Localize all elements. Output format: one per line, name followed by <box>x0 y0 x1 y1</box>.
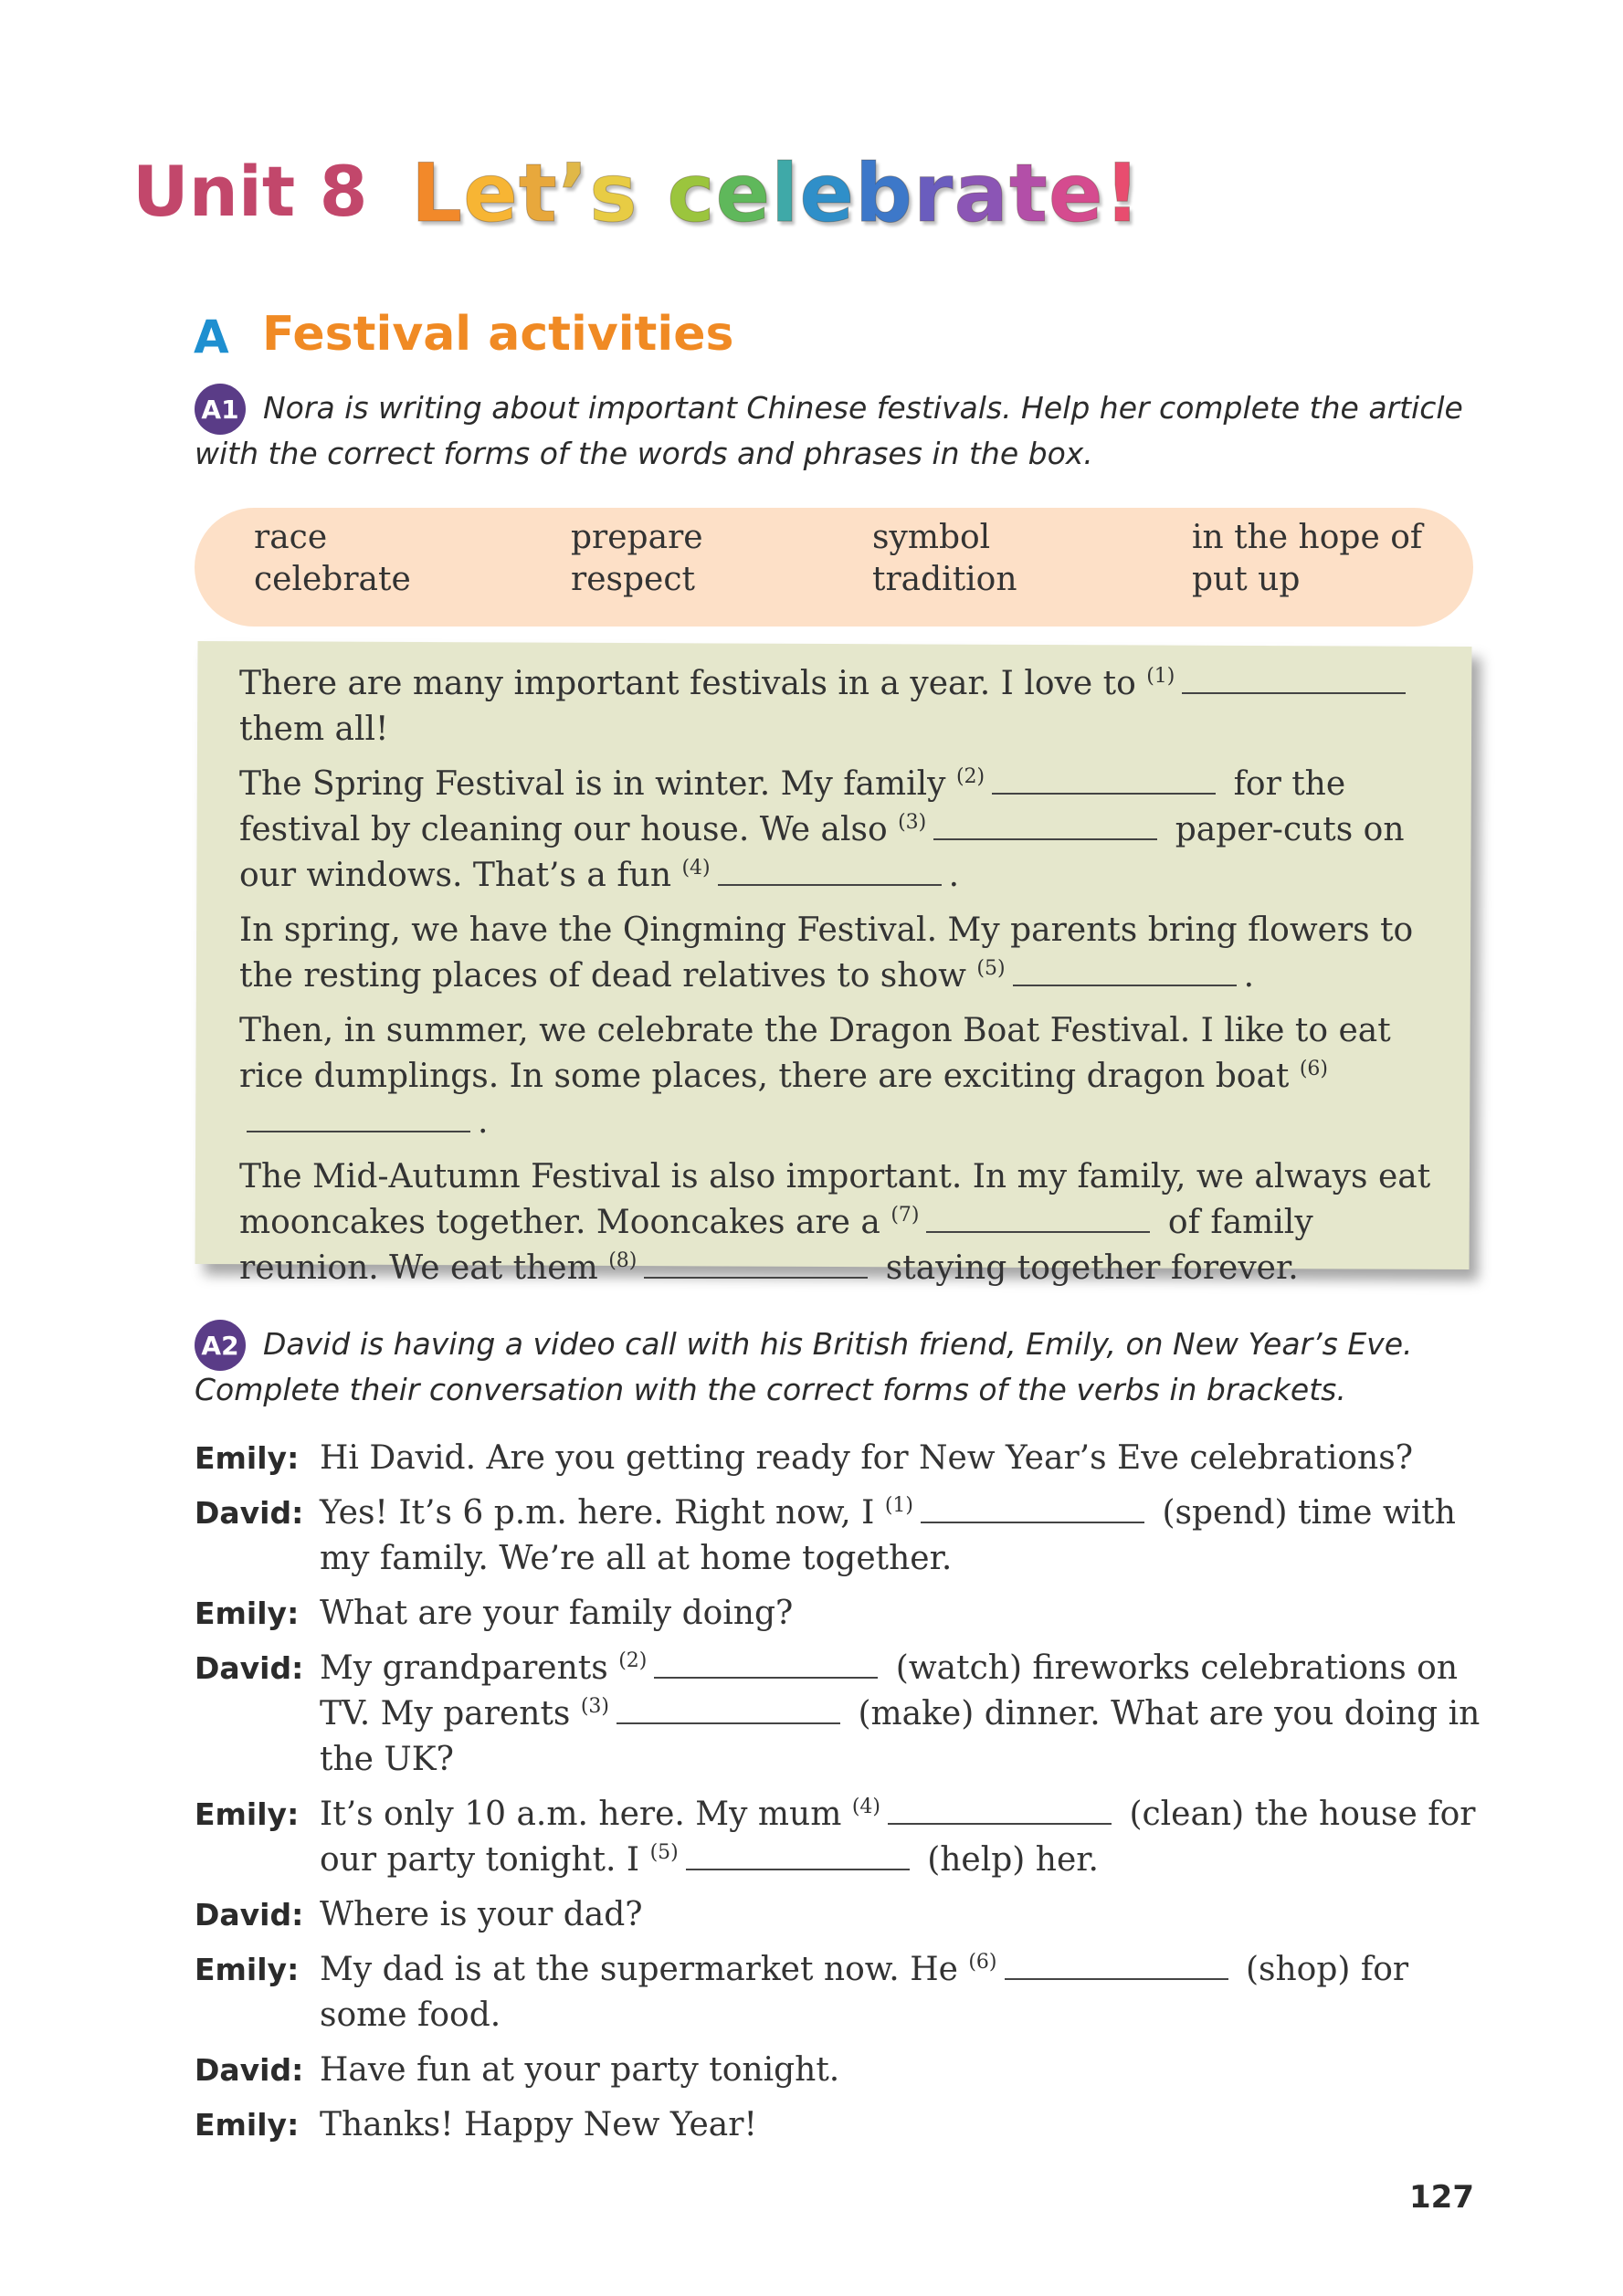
title-letter: r <box>913 146 954 240</box>
article-paragraph: There are many important festivals in a year. I love to $^{(1)}$ them all! <box>239 661 1454 753</box>
exercise-badge-a1: A1 <box>195 384 246 435</box>
title-letter: t <box>1008 146 1049 240</box>
page-number: 127 <box>1409 2179 1474 2216</box>
title-letter: e <box>1048 146 1104 240</box>
speaker-name: David: <box>195 1495 304 1531</box>
a1-instruction: Nora is writing about important Chinese festivals. Help her complete the article with the correct forms of the words and phrases in the box. <box>195 390 1463 471</box>
dialogue-line: Emily: Thanks! Happy New Year! <box>195 2102 1491 2148</box>
dialogue-line: David: My grandparents $^{(2)}$ (watch) fireworks celebrations on TV. My parents $^{(3)}$ (make) dinner. What are you doing in the UK? <box>195 1646 1491 1783</box>
answer-blank[interactable] <box>992 765 1216 795</box>
title-letter: ’ <box>557 146 590 240</box>
word-box-item: prepare <box>571 519 703 556</box>
word-box-item: tradition <box>872 561 1017 598</box>
speaker-name: David: <box>195 2052 304 2088</box>
title-letter: t <box>518 146 558 240</box>
word-box-item: put up <box>1192 561 1301 598</box>
a2-instruction: David is having a video call with his British friend, Emily, on New Year’s Eve. Complete their conversation with the correct forms of the verbs in brackets. <box>195 1326 1413 1407</box>
article-paragraph: Then, in summer, we celebrate the Dragon Boat Festival. I like to eat rice dumplings. In some places, there are exciting dragon boat $^{(6)}$. <box>239 1012 1391 1141</box>
answer-blank[interactable] <box>718 857 942 886</box>
speaker-name: Emily: <box>195 1796 300 1832</box>
answer-blank[interactable] <box>644 1249 868 1279</box>
speaker-name: David: <box>195 1897 304 1933</box>
speaker-name: Emily: <box>195 1952 300 1987</box>
answer-blank[interactable] <box>247 1103 470 1132</box>
section-letter: A <box>194 311 229 363</box>
speaker-name: David: <box>195 1650 304 1686</box>
title-letter: L <box>411 146 464 240</box>
title-letter: ! <box>1103 146 1142 240</box>
answer-blank[interactable] <box>1013 957 1237 986</box>
article-paragraph: In spring, we have the Qingming Festival. My parents bring flowers to the resting places of dead relatives to show $^{(5)}$ . <box>239 911 1414 995</box>
title-letter: a <box>954 146 1009 240</box>
exercise-badge-a2: A2 <box>195 1320 246 1371</box>
title-letter: s <box>589 146 638 240</box>
dialogue-line: David: Have fun at your party tonight. <box>195 2048 1491 2093</box>
article-paragraph: The Mid-Autumn Festival is also important. In my family, we always eat mooncakes together. Mooncakes are a $^{(7)}$ of family reunion. We eat them $^{(8)}$ staying together forever. <box>239 1158 1431 1287</box>
word-box-item: race <box>254 519 328 556</box>
title-letter: e <box>799 146 856 240</box>
answer-blank[interactable] <box>617 1695 840 1724</box>
answer-blank[interactable] <box>888 1796 1112 1825</box>
answer-blank[interactable] <box>686 1841 910 1870</box>
dialogue <box>195 1436 1491 2157</box>
speaker-name: Emily: <box>195 2107 300 2143</box>
title-letter <box>638 146 668 240</box>
dialogue-line: Emily: Hi David. Are you getting ready for New Year’s Eve celebrations? <box>195 1436 1491 1481</box>
word-box-item: celebrate <box>254 561 411 598</box>
title-letter: b <box>855 146 914 240</box>
unit-label: Unit 8 <box>132 151 368 232</box>
answer-blank[interactable] <box>921 1494 1144 1523</box>
dialogue-line: David: Yes! It’s 6 p.m. here. Right now, I $^{(1)}$ (spend) time with my family. We’re all at home together. <box>195 1490 1491 1582</box>
title-letter: c <box>667 146 716 240</box>
speaker-name: Emily: <box>195 1596 300 1631</box>
article-text <box>239 661 1454 1301</box>
title-letter: e <box>715 146 772 240</box>
answer-blank[interactable] <box>933 811 1157 840</box>
dialogue-line: David: Where is your dad? <box>195 1892 1491 1938</box>
answer-blank[interactable] <box>926 1204 1150 1233</box>
answer-blank[interactable] <box>654 1649 878 1679</box>
unit-title <box>411 146 1142 240</box>
word-box-item: symbol <box>872 519 991 556</box>
dialogue-line: Emily: What are your family doing? <box>195 1591 1491 1637</box>
word-box-item: in the hope of <box>1192 519 1423 556</box>
title-letter: l <box>771 146 800 240</box>
section-title: Festival activities <box>262 307 734 362</box>
title-letter: e <box>463 146 519 240</box>
answer-blank[interactable] <box>1182 665 1406 694</box>
dialogue-line: Emily: It’s only 10 a.m. here. My mum $^{(4)}$ (clean) the house for our party tonight. I $^{(5)}$ (help) her. <box>195 1792 1491 1883</box>
article-paragraph: The Spring Festival is in winter. My family $^{(2)}$ for the festival by cleaning our house. We also $^{(3)}$ paper-cuts on our windows. That’s a fun $^{(4)}$ . <box>239 765 1405 894</box>
speaker-name: Emily: <box>195 1440 300 1476</box>
answer-blank[interactable] <box>1005 1951 1228 1980</box>
dialogue-line: Emily: My dad is at the supermarket now. He $^{(6)}$ (shop) for some food. <box>195 1947 1491 2038</box>
word-box-item: respect <box>571 561 695 598</box>
